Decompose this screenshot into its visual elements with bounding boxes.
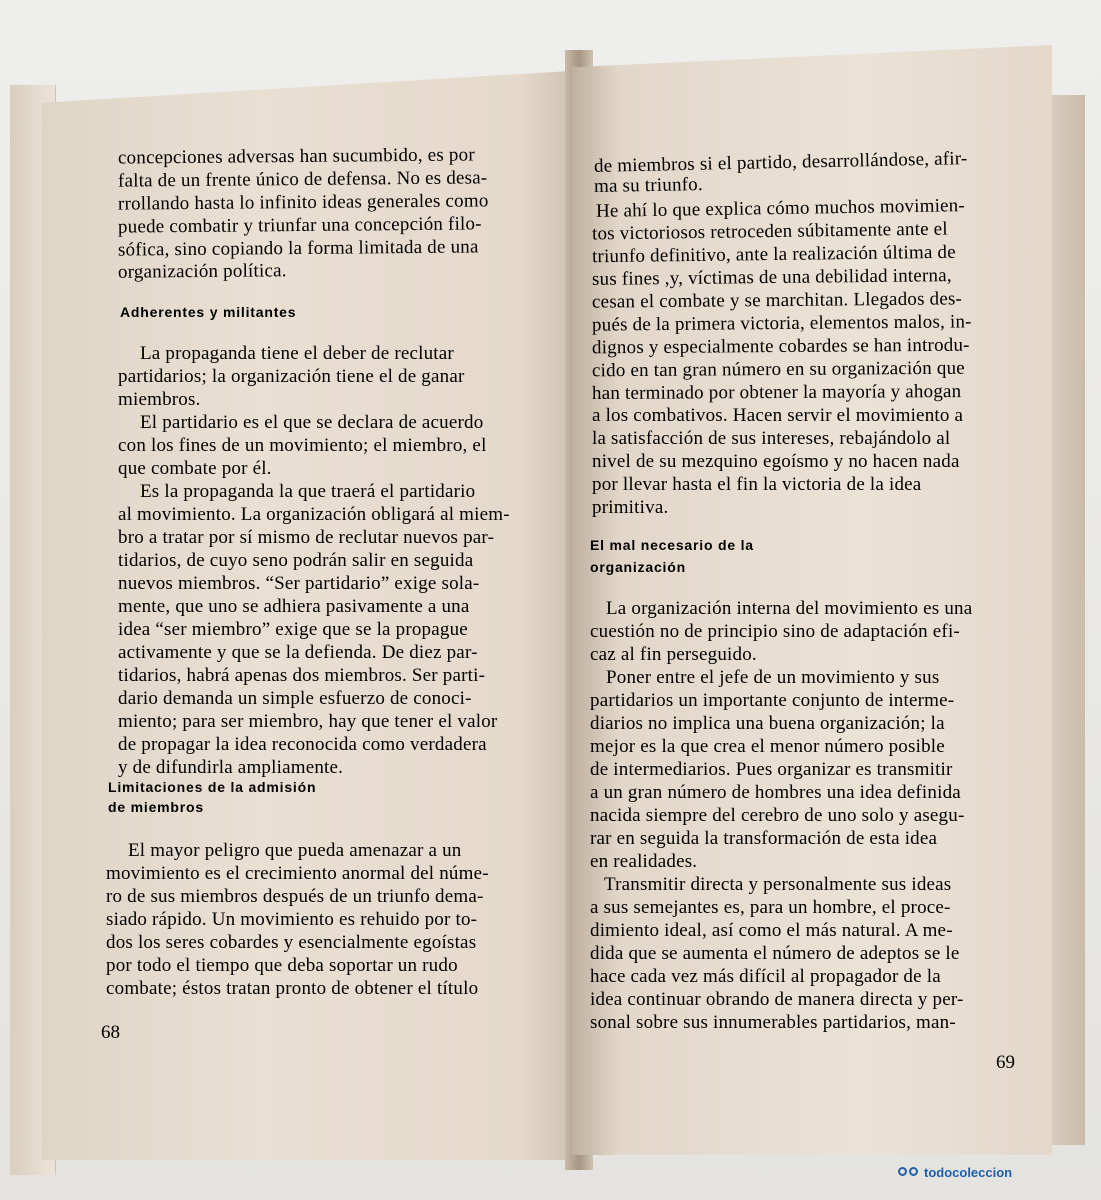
page-number: 68 [101,1022,120,1043]
text-line: He ahí lo que explica cómo muchos movimien- [595,195,966,222]
text-line: nuevos miembros. “Ser partidario” exige sola- [118,573,480,594]
text-line: Transmitir directa y personalmente sus ideas [604,874,952,895]
text-line: partidarios; la organización tiene el de ganar [118,366,465,387]
text-line: por todo el tiempo que deba soportar un rudo [106,955,458,976]
text-line: El partidario es el que se declara de acuerdo [140,412,484,433]
text-line: a sus semejantes es, para un hombre, el proce- [590,897,951,918]
text-line: en realidades. [590,851,698,872]
text-line: pués de la primera victoria, elementos malos, in- [591,311,972,336]
text-line: primitiva. [592,497,669,518]
section-heading: El mal necesario de la [590,537,754,553]
text-line: organización política. [117,260,287,283]
text-line: nacida siempre del cerebro de uno solo y asegu- [590,805,965,826]
text-line: miembros. [118,389,201,410]
text-line: El mayor peligro que pueda amenazar a un [128,840,462,861]
text-line: por llevar hasta el fin la victoria de la idea [592,474,922,495]
section-heading: organización [590,559,686,575]
text-line: a un gran número de hombres una idea definida [590,782,961,803]
page-number: 69 [996,1052,1015,1073]
text-line: La propaganda tiene el deber de reclutar [140,343,454,364]
text-line: la satisfacción de sus intereses, rebajándolo al [592,428,951,449]
text-line: y de difundirla ampliamente. [118,757,344,778]
text-line: ro de sus miembros después de un triunfo dema- [106,886,484,907]
text-line: mejor es la que crea el menor número posible [590,736,945,757]
text-line: miento; para ser miembro, hay que tener el valor [118,711,498,732]
text-line: La organización interna del movimiento es una [606,598,973,619]
text-line: cido en tan gran número en su organización que [591,357,965,382]
watermark-logo-icon [898,1165,920,1179]
text-line: tos victoriosos retroceden súbitamente ante el [591,218,948,245]
text-line: dignos y especialmente cobardes se han introdu- [591,334,970,359]
text-line: de intermediarios. Pues organizar es transmitir [590,759,953,780]
text-line: dos los seres cobardes y esencialmente egoístas [106,932,477,953]
text-line: nivel de su mezquino egoísmo y no hacen nada [592,451,960,472]
text-line: Es la propaganda la que traerá el partidario [140,481,476,502]
text-line: bro a tratar por sí mismo de reclutar nuevos par- [118,527,495,548]
text-line: de propagar la idea reconocida como verdadera [118,734,487,755]
text-line: Poner entre el jefe de un movimiento y sus [606,667,940,688]
section-heading: Adherentes y militantes [120,304,297,320]
text-line: dimiento ideal, así como el más natural. A me- [590,920,953,941]
text-line: sonal sobre sus innumerables partidarios, man- [590,1012,956,1033]
text-line: dario demanda un simple esfuerzo de conoci- [118,688,472,709]
text-line: hace cada vez más difícil al propagador de la [590,966,941,987]
text-line: puede combatir y triunfar una concepción filo- [117,213,482,238]
text-line: sus fines ,y, víctimas de una debilidad interna, [591,265,952,290]
text-line: triunfo definitivo, ante la realización última de [591,241,956,268]
text-line: rar en seguida la transformación de esta idea [590,828,938,849]
text-line: tidarios, habrá apenas dos miembros. Ser parti- [118,665,486,686]
text-line: cesan el combate y se marchitan. Llegados des- [591,288,963,313]
text-line: dida que se aumenta el número de adeptos se le [590,943,960,964]
text-line: que combate por él. [118,458,272,479]
text-line: siado rápido. Un movimiento es rehuido por to- [106,909,478,930]
text-line: falta de un frente único de defensa. No es desa- [117,167,488,192]
text-line: concepciones adversas han sucumbido, es por [117,144,475,169]
text-line: de miembros si el partido, desarrollándose, afir- [593,148,968,177]
text-line: rrollando hasta lo infinito ideas generales como [117,190,489,215]
text-line: a los combativos. Hacen servir el movimiento a [592,405,964,426]
text-line: combate; éstos tratan pronto de obtener el título [106,978,479,999]
text-line: diarios no implica una buena organización; la [590,713,945,734]
watermark-text: todocoleccion [924,1165,1013,1180]
text-line: sófica, sino copiando la forma limitada de una [117,236,479,261]
text-line: partidarios un importante conjunto de interme- [590,690,955,711]
text-line: caz al fin perseguido. [590,644,757,665]
text-line: tidarios, de cuyo seno podrán salir en seguida [118,550,474,571]
text-line: han terminado por obtener la mayoría y ahogan [591,381,962,404]
section-heading: Limitaciones de la admisión [108,779,317,795]
text-line: activamente y que se la defienda. De diez par- [118,642,478,663]
text-line: mente, que uno se adhiera pasivamente a una [118,596,470,617]
text-line: con los fines de un movimiento; el miembro, el [118,435,487,456]
text-line: al movimiento. La organización obligará al miem- [118,504,510,525]
text-line: ma su triunfo. [593,174,704,197]
section-heading: de miembros [108,799,204,815]
text-line: cuestión no de principio sino de adaptación efi- [590,621,960,642]
watermark [898,1165,1012,1180]
text-line: idea “ser miembro” exige que se la propague [118,619,468,640]
text-line: movimiento es el crecimiento anormal del núme- [106,863,489,884]
text-line: idea continuar obrando de manera directa y per- [590,989,964,1010]
